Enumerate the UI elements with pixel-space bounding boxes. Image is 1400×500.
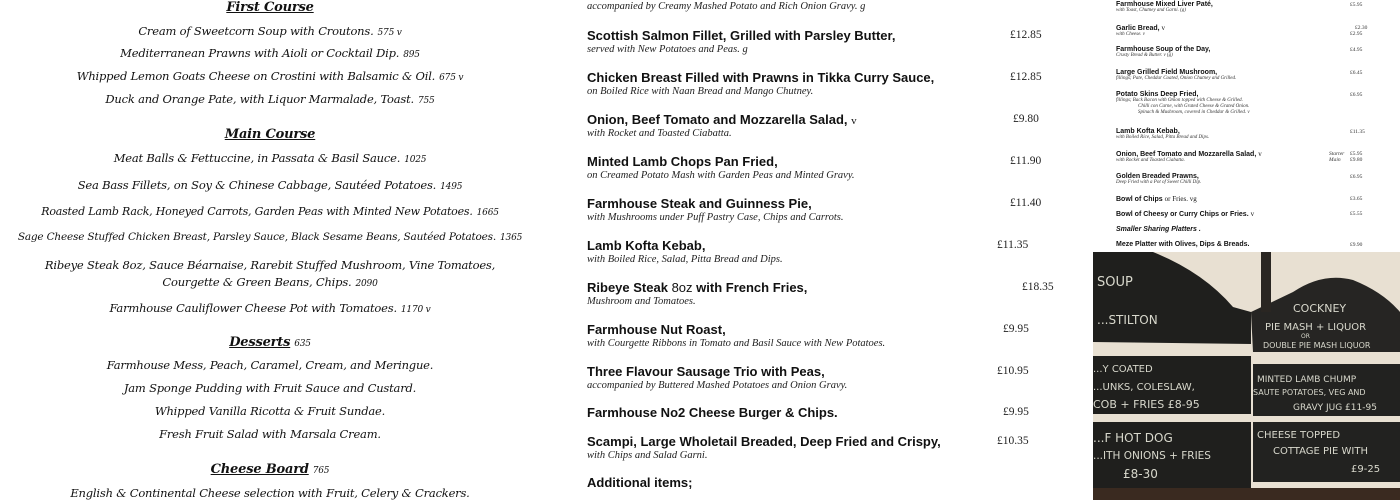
item-title: Farmhouse Mixed Liver Paté, [1116, 1, 1213, 8]
menu-item: Whipped Vanilla Ricotta & Fruit Sundae. [154, 404, 386, 418]
item-title: Bowl of Cheesy or Curry Chips or Fries. v [1116, 210, 1255, 218]
chalk-text: PIE MASH + LIQUOR [1265, 322, 1367, 333]
menu-item: Farmhouse Mess, Peach, Caramel, Cream, and Meringue. [106, 358, 434, 372]
menu-item: Farmhouse Cauliflower Cheese Pot with Tomatoes. 1170 v [109, 301, 431, 315]
menu-item [1116, 46, 1210, 59]
item-description: Deep Fried with a Pot of Sweet Chilli Dip. [1116, 180, 1202, 185]
section-heading-main-course: Main Course [224, 127, 316, 142]
menu-item [587, 238, 783, 265]
item-price: £9.95 [1003, 406, 1029, 418]
chalk-text: ...F HOT DOG [1093, 431, 1173, 445]
item-description: Spinach & Mushroom, covered in Cheddar & Grilled. v [1138, 110, 1250, 115]
item-title: Farmhouse Soup of the Day, [1116, 46, 1211, 53]
item-price: £18.35 [1022, 281, 1054, 293]
item-title: Scampi, Large Wholetail Breaded, Deep Fried and Crispy, [587, 434, 941, 449]
menu-item [587, 434, 941, 461]
chalk-text: ...Y COATED [1093, 364, 1153, 375]
menu-item [1116, 91, 1250, 116]
item-price: £9.95 [1003, 323, 1029, 335]
item-title: Bowl of Chips or Fries. vg [1116, 195, 1197, 203]
menu-item: Fresh Fruit Salad with Marsala Cream. [159, 427, 381, 441]
item-title: Ribeye Steak 8oz with French Fries, [587, 280, 808, 295]
menu-item: Jam Sponge Pudding with Fruit Sauce and Custard. [123, 381, 417, 395]
item-description: with Mushrooms under Puff Pastry Case, Chips and Carrots. [587, 212, 844, 223]
main-menu-panel [540, 0, 1093, 500]
set-menu-panel [0, 0, 540, 500]
chalk-text: OR [1301, 333, 1310, 340]
item-title: Meze Platter with Olives, Dips & Breads. [1116, 241, 1250, 248]
item-title: Onion, Beef Tomato and Mozzarella Salad, v [587, 112, 857, 127]
item-price: £11.35 [1350, 129, 1365, 135]
item-title: Garlic Bread, v [1116, 24, 1166, 32]
menu-item: Roasted Lamb Rack, Honeyed Carrots, Garden Peas with Minted New Potatoes. 1665 [41, 205, 499, 218]
item-price: £3.65 [1350, 196, 1363, 202]
item-description: accompanied by Creamy Mashed Potato and Rich Onion Gravy. g [587, 1, 866, 12]
item-title: Large Grilled Field Mushroom, [1116, 69, 1218, 76]
additional-items-heading: Additional items; [587, 475, 693, 490]
item-title: Farmhouse Nut Roast, [587, 322, 726, 337]
item-description: on Boiled Rice with Naan Bread and Mango Chutney. [587, 86, 814, 97]
chalk-text: MINTED LAMB CHUMP [1257, 375, 1357, 385]
item-description: with Boiled Rice, Salad, Pitta Bread and Dips. [587, 254, 783, 265]
menu-item: Sage Cheese Stuffed Chicken Breast, Parsley Sauce, Black Sesame Beans, Sautéed Potatoes. 1365 [17, 231, 523, 243]
item-title: Farmhouse Steak and Guinness Pie, [587, 196, 812, 211]
item-description: with Courgette Ribbons in Tomato and Basil Sauce with New Potatoes. [587, 338, 886, 349]
menu-item [587, 364, 847, 391]
item-title: Chicken Breast Filled with Prawns in Tikka Curry Sauce, [587, 70, 935, 85]
menu-item [1116, 128, 1209, 141]
chalk-text: £8-30 [1123, 467, 1158, 481]
item-price: £11.35 [997, 239, 1029, 251]
item-title: Lamb Kofta Kebab, [1116, 128, 1180, 135]
item-description: fillings; Pate, Cheddar Coated, Onion Chutney and Grilled. [1116, 76, 1237, 81]
item-price: £9.80 [1013, 113, 1039, 125]
chalk-text: GRAVY JUG £11-95 [1293, 403, 1377, 413]
item-price: £11.90 [1010, 155, 1042, 167]
item-title: Minted Lamb Chops Pan Fried, [587, 154, 778, 169]
item-description: with Toast, Chutney and Garni. (g) [1116, 8, 1186, 13]
menu-item [587, 280, 807, 307]
menu-item [1116, 241, 1249, 248]
menu-item [587, 154, 855, 181]
item-price: £9.90 [1350, 242, 1363, 248]
chalk-text: £9-25 [1351, 464, 1381, 475]
item-price: £10.95 [997, 365, 1029, 377]
menu-item [587, 112, 857, 139]
menu-item [587, 405, 838, 420]
item-price: £10.35 [997, 435, 1029, 447]
item-title: Smaller Sharing Platters . [1116, 226, 1201, 233]
menu-item: English & Continental Cheese selection with Fruit, Celery & Crackers. [70, 486, 470, 500]
menu-item: Cream of Sweetcorn Soup with Croutons. 575 v [138, 24, 402, 38]
item-price: £5.95 [1350, 2, 1363, 8]
chalk-text: ...STILTON [1097, 313, 1158, 327]
menu-item [1116, 1, 1213, 14]
menu-item [587, 322, 885, 349]
item-price: £2.95 [1350, 31, 1363, 37]
menu-item [1116, 69, 1236, 82]
item-description: with Rocket and Toasted Ciabatta. [587, 128, 732, 139]
section-heading-cheese-board: Cheese Board 765 [210, 462, 330, 477]
menu-item [1116, 195, 1197, 203]
chalk-text: ...UNKS, COLESLAW, [1093, 382, 1195, 393]
item-title: Golden Breaded Prawns, [1116, 173, 1199, 180]
menu-item [587, 28, 895, 55]
item-price: £5.55 [1350, 211, 1363, 217]
menu-item [1116, 210, 1254, 218]
item-price: £6.95 [1350, 92, 1363, 98]
menu-item: Sea Bass Fillets, on Soy & Chinese Cabbage, Sautéed Potatoes. 1495 [77, 178, 463, 192]
price-label: Starter [1329, 151, 1345, 157]
item-description: Mushroom and Tomatoes. [587, 296, 696, 307]
item-description: with Chips and Salad Garni. [587, 450, 708, 461]
chalk-text: SAUTE POTATOES, VEG AND [1253, 388, 1366, 397]
menu-item [1116, 24, 1165, 38]
chalk-text: DOUBLE PIE MASH LIQUOR [1263, 341, 1371, 350]
item-description: served with New Potatoes and Peas. g [587, 44, 748, 55]
item-price: £6.45 [1350, 70, 1363, 76]
menu-item: Whipped Lemon Goats Cheese on Crostini with Balsamic & Oil. 675 v [76, 69, 464, 83]
item-description: with Boiled Rice, Salad, Pitta Bread and Dips. [1116, 135, 1210, 140]
item-title: Farmhouse No2 Cheese Burger & Chips. [587, 405, 838, 420]
item-description: accompanied by Buttered Mashed Potatoes and Onion Gravy. [587, 380, 848, 391]
menu-item [587, 70, 934, 97]
menu-item: Duck and Orange Pate, with Liquor Marmalade, Toast. 755 [105, 92, 435, 106]
item-price: £4.95 [1350, 47, 1363, 53]
item-price: £11.40 [1010, 197, 1042, 209]
item-price: £12.85 [1010, 71, 1042, 83]
menu-item [1116, 226, 1201, 233]
menu-item: Mediterranean Prawns with Aioli or Cocktail Dip. 895 [120, 46, 420, 60]
menu-item: Meat Balls & Fettuccine, in Passata & Basil Sauce. 1025 [113, 151, 427, 165]
starters-menu-panel [1093, 0, 1400, 500]
item-description: Crusty Bread & Butter. v (g) [1116, 53, 1173, 58]
item-description: with Rocket and Toasted Ciabatta. [1116, 158, 1185, 163]
chalk-text: COB + FRIES £8-95 [1093, 398, 1200, 411]
item-description: with Cheese. v [1116, 32, 1146, 37]
item-description: fillings; Back Bacon with Onion topped with Cheese & Grilled. [1116, 98, 1243, 103]
item-price: £5.95 [1350, 151, 1363, 157]
item-price: £12.85 [1010, 29, 1042, 41]
item-title: Potato Skins Deep Fried, [1116, 91, 1199, 98]
item-price: £6.95 [1350, 174, 1363, 180]
item-price: £2.30 [1355, 25, 1368, 31]
chalk-text: CHEESE TOPPED [1257, 430, 1341, 441]
item-title: Three Flavour Sausage Trio with Peas, [587, 364, 825, 379]
item-title: Lamb Kofta Kebab, [587, 238, 706, 253]
chalkboard-photo [1093, 252, 1400, 500]
menu-item [1116, 173, 1201, 186]
item-description: on Creamed Potato Mash with Garden Peas and Minted Gravy. [587, 170, 855, 181]
chalk-text: SOUP [1097, 275, 1133, 290]
chalk-text: COCKNEY [1293, 302, 1347, 315]
item-title: Scottish Salmon Fillet, Grilled with Parsley Butter, [587, 28, 896, 43]
section-heading-first-course: First Course [226, 0, 314, 15]
item-title: Onion, Beef Tomato and Mozzarella Salad, v [1116, 150, 1262, 158]
chalk-text: ...ITH ONIONS + FRIES [1093, 450, 1211, 462]
price-label: Main [1329, 157, 1341, 163]
menu-item [1116, 150, 1262, 164]
menu-item [587, 196, 844, 223]
section-heading-desserts: Desserts 635 [229, 335, 311, 350]
menu-item-continued: Courgette & Green Beans, Chips. 2090 [162, 275, 378, 289]
chalk-text: COTTAGE PIE WITH [1273, 446, 1368, 457]
item-description: Chilli con Carne, with Grated Cheese & Grated Onion. [1138, 104, 1250, 109]
menu-item: Ribeye Steak 8oz, Sauce Béarnaise, Rarebit Stuffed Mushroom, Vine Tomatoes, [44, 258, 496, 272]
item-price: £9.80 [1350, 157, 1363, 163]
